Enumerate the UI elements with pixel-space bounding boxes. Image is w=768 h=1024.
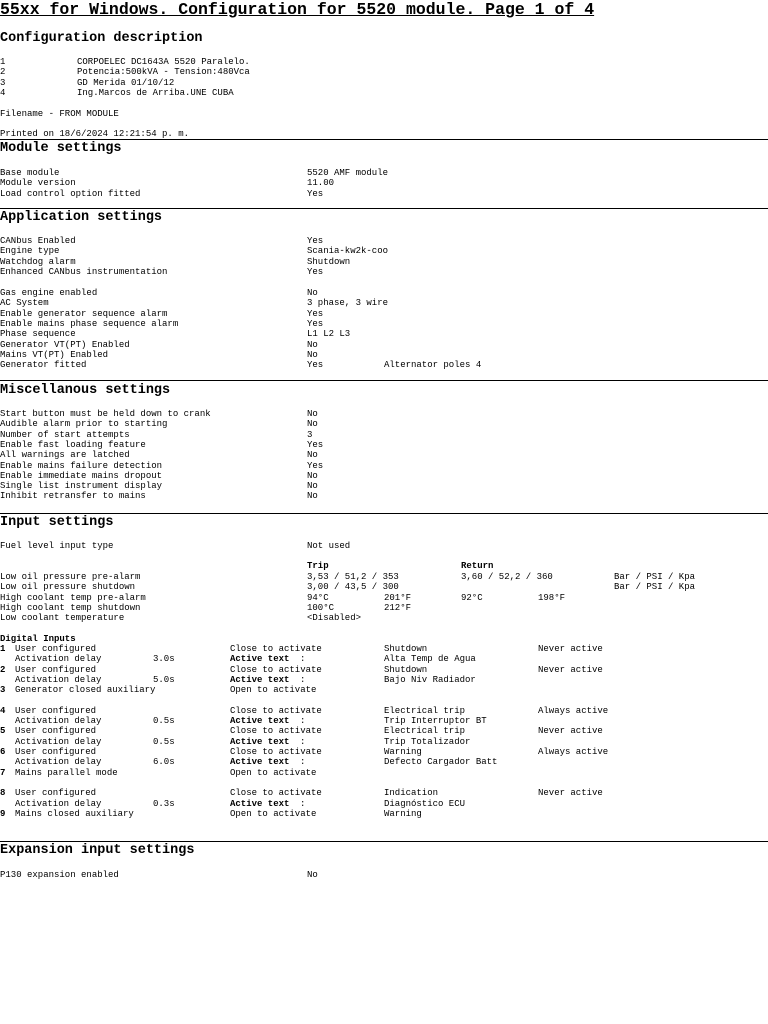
analog-input-row — [0, 603, 768, 613]
divider — [0, 380, 768, 381]
input-active-state: Never active — [538, 726, 603, 737]
setting-label: Phase sequence — [0, 329, 76, 340]
description-line — [0, 78, 768, 88]
setting-label: Generator fitted — [0, 360, 87, 371]
setting-label: AC System — [0, 298, 49, 309]
input-label: User configured — [15, 747, 97, 757]
module-settings-heading: Module settings — [0, 141, 122, 156]
input-label: Mains parallel mode — [15, 767, 118, 778]
digital-input-row — [0, 726, 768, 736]
setting-label: Start button must be held down to crank — [0, 409, 211, 419]
input-number: 1 — [0, 644, 6, 654]
setting-value: Shutdown — [307, 256, 351, 267]
trip-value: <Disabled> — [307, 613, 362, 624]
setting-label: Single list instrument display — [0, 481, 163, 492]
printed-line: Printed on 18/6/2024 12:21:54 p. m. — [0, 129, 190, 139]
setting-label: Enable mains failure detection — [0, 460, 163, 471]
digital-input-row — [0, 757, 768, 767]
input-number: 7 — [0, 767, 6, 778]
setting-value: 3 — [307, 429, 313, 440]
setting-value: Yes — [307, 439, 324, 450]
setting-value: No — [307, 288, 318, 298]
setting-value: Yes — [307, 460, 324, 471]
activation-type: Open to activate — [230, 808, 317, 819]
setting-row — [0, 189, 768, 199]
activation-type: Close to activate — [230, 788, 322, 799]
analog-input-row — [0, 582, 768, 592]
input-function: Electrical trip — [384, 705, 466, 716]
setting-value: 3 phase, 3 wire — [307, 298, 389, 309]
input-label: User configured — [15, 644, 97, 654]
input-label: User configured — [15, 664, 97, 675]
analog-label: Low oil pressure shutdown — [0, 582, 136, 593]
input-function: Electrical trip — [384, 726, 466, 737]
setting-label: All warnings are latched — [0, 450, 130, 461]
delay-value: 3.0s — [153, 654, 175, 665]
digital-input-row — [0, 685, 768, 695]
setting-row — [0, 298, 768, 308]
setting-value: No — [307, 470, 318, 481]
active-text-colon: : — [300, 674, 306, 685]
setting-label: Enable generator sequence alarm — [0, 308, 168, 319]
line-text: GD Merida 01/10/12 — [77, 77, 175, 88]
line-number: 2 — [0, 67, 6, 78]
setting-label: CANbus Enabled — [0, 236, 76, 246]
active-text-label: Active text — [230, 654, 290, 665]
digital-input-row — [0, 747, 768, 757]
input-number: 4 — [0, 705, 6, 716]
input-function: Shutdown — [384, 644, 428, 654]
setting-value: Yes — [307, 188, 324, 199]
input-function: Diagnóstico ECU — [384, 798, 466, 809]
setting-value: Scania-kw2k-coo — [307, 246, 389, 257]
setting-label: Enhanced CANbus instrumentation — [0, 266, 168, 277]
delay-value: 0.5s — [153, 716, 175, 727]
input-active-state: Always active — [538, 747, 609, 757]
trip-value: 94°C — [307, 592, 329, 603]
setting-label: Module version — [0, 178, 76, 189]
line-number: 3 — [0, 77, 6, 88]
setting-row — [0, 319, 768, 329]
divider — [0, 513, 768, 514]
analog-input-row — [0, 572, 768, 582]
digital-input-row — [0, 788, 768, 798]
setting-label: Inhibit retransfer to mains — [0, 491, 146, 502]
setting-value: Yes — [307, 236, 324, 246]
setting-label: Enable immediate mains dropout — [0, 470, 163, 481]
setting-value: Yes — [307, 318, 324, 329]
delay-label: Activation delay — [15, 654, 102, 665]
delay-value: 6.0s — [153, 757, 175, 768]
setting-label: Generator VT(PT) Enabled — [0, 339, 130, 350]
delay-label: Activation delay — [15, 798, 102, 809]
activation-type: Close to activate — [230, 726, 322, 737]
expansion-row — [0, 870, 768, 880]
trip-value: 100°C — [307, 602, 335, 613]
divider — [0, 208, 768, 209]
active-text-colon: : — [300, 654, 306, 665]
setting-label: Base module — [0, 168, 60, 178]
line-text: Potencia:500kVA - Tension:480Vca — [77, 67, 250, 78]
input-function: Indication — [384, 788, 439, 799]
input-function: Warning — [384, 747, 422, 757]
input-number: 6 — [0, 747, 6, 757]
activation-type: Open to activate — [230, 685, 317, 696]
setting-row — [0, 267, 768, 277]
setting-value: No — [307, 419, 318, 430]
analog-input-row — [0, 593, 768, 603]
digital-input-row — [0, 799, 768, 809]
input-function: Bajo Niv Radiador — [384, 674, 476, 685]
setting-row — [0, 246, 768, 256]
unit-label: Bar / PSI / Kpa — [614, 572, 696, 582]
digital-input-row — [0, 716, 768, 726]
setting-row — [0, 178, 768, 188]
input-number: 8 — [0, 788, 6, 799]
expansion-label: P130 expansion enabled — [0, 870, 119, 880]
page-title: 55xx for Windows. Configuration for 5520 module. Page 1 of 4 — [0, 0, 595, 19]
trip-return-header — [0, 561, 768, 571]
expansion-value: No — [307, 870, 318, 880]
filename-line: Filename - FROM MODULE — [0, 109, 119, 119]
input-label: Generator closed auxiliary — [15, 685, 156, 696]
setting-value: No — [307, 450, 318, 461]
setting-value: Yes — [307, 360, 324, 371]
setting-row — [0, 491, 768, 501]
input-label: User configured — [15, 705, 97, 716]
input-active-state: Never active — [538, 644, 603, 654]
setting-row — [0, 350, 768, 360]
delay-label: Activation delay — [15, 736, 102, 747]
input-function: Trip Interruptor BT — [384, 716, 487, 727]
setting-value: No — [307, 481, 318, 492]
delay-label: Activation delay — [15, 716, 102, 727]
setting-label: Audible alarm prior to starting — [0, 419, 168, 430]
return-header: Return — [461, 561, 494, 571]
setting-row — [0, 461, 768, 471]
input-function: Alta Temp de Agua — [384, 654, 476, 665]
digital-input-row — [0, 675, 768, 685]
line-number: 4 — [0, 87, 6, 98]
input-number: 2 — [0, 664, 6, 675]
setting-value: Yes — [307, 266, 324, 277]
expansion-settings-heading: Expansion input settings — [0, 843, 195, 858]
setting-row — [0, 340, 768, 350]
setting-value: 5520 AMF module — [307, 168, 389, 178]
setting-row — [0, 257, 768, 267]
setting-row — [0, 481, 768, 491]
activation-type: Open to activate — [230, 767, 317, 778]
setting-row — [0, 360, 768, 370]
setting-label: Watchdog alarm — [0, 256, 76, 267]
setting-value: No — [307, 349, 318, 360]
setting-row — [0, 168, 768, 178]
config-description-heading: Configuration description — [0, 31, 203, 46]
trip-value-f: 212°F — [384, 602, 412, 613]
divider — [0, 841, 768, 842]
input-function: Warning — [384, 808, 422, 819]
digital-input-row — [0, 809, 768, 819]
setting-value: No — [307, 339, 318, 350]
input-number: 5 — [0, 726, 6, 737]
divider — [0, 139, 768, 140]
setting-value: No — [307, 491, 318, 502]
setting-row — [0, 409, 768, 419]
analog-label: High coolant temp pre-alarm — [0, 592, 146, 603]
digital-input-row — [0, 706, 768, 716]
setting-label: Gas engine enabled — [0, 288, 98, 298]
setting-row — [0, 440, 768, 450]
setting-label: Enable mains phase sequence alarm — [0, 318, 179, 329]
active-text-label: Active text — [230, 798, 290, 809]
setting-label: Enable fast loading feature — [0, 439, 146, 450]
input-active-state: Always active — [538, 705, 609, 716]
setting-row — [0, 236, 768, 246]
setting-row — [0, 430, 768, 440]
fuel-level-label: Fuel level input type — [0, 541, 114, 551]
setting-label: Mains VT(PT) Enabled — [0, 349, 109, 360]
delay-value: 5.0s — [153, 674, 175, 685]
setting-row — [0, 309, 768, 319]
return-value-f: 198°F — [538, 592, 566, 603]
fuel-level-row — [0, 541, 768, 551]
digital-input-row — [0, 768, 768, 778]
digital-input-row — [0, 654, 768, 664]
trip-value-f: 201°F — [384, 592, 412, 603]
input-label: User configured — [15, 788, 97, 799]
setting-value: 11.00 — [307, 178, 335, 189]
delay-value: 0.3s — [153, 798, 175, 809]
active-text-colon: : — [300, 757, 306, 768]
unit-label: Bar / PSI / Kpa — [614, 582, 696, 593]
setting-value: L1 L2 L3 — [307, 329, 351, 340]
input-function: Shutdown — [384, 664, 428, 675]
return-value: 3,60 / 52,2 / 360 — [461, 572, 553, 582]
misc-settings-heading: Miscellanous settings — [0, 383, 171, 398]
setting-label: Engine type — [0, 246, 60, 257]
digital-input-row — [0, 665, 768, 675]
setting-label: Load control option fitted — [0, 188, 141, 199]
input-settings-heading: Input settings — [0, 515, 114, 530]
line-text: CORPOELEC DC1643A 5520 Paralelo. — [77, 57, 250, 67]
input-function: Defecto Cargador Batt — [384, 757, 498, 768]
input-number: 3 — [0, 685, 6, 696]
active-text-label: Active text — [230, 716, 290, 727]
analog-label: High coolant temp shutdown — [0, 602, 141, 613]
digital-input-row — [0, 737, 768, 747]
description-line — [0, 67, 768, 77]
active-text-colon: : — [300, 798, 306, 809]
setting-row — [0, 329, 768, 339]
description-line — [0, 88, 768, 98]
activation-type: Close to activate — [230, 664, 322, 675]
delay-label: Activation delay — [15, 674, 102, 685]
setting-label: Number of start attempts — [0, 429, 130, 440]
active-text-label: Active text — [230, 757, 290, 768]
active-text-colon: : — [300, 736, 306, 747]
setting-extra: Alternator poles 4 — [384, 360, 482, 371]
activation-type: Close to activate — [230, 747, 322, 757]
active-text-label: Active text — [230, 736, 290, 747]
setting-row — [0, 450, 768, 460]
digital-input-row — [0, 644, 768, 654]
analog-label: Low oil pressure pre-alarm — [0, 572, 141, 582]
fuel-level-value: Not used — [307, 541, 351, 551]
analog-input-row — [0, 613, 768, 623]
active-text-colon: : — [300, 716, 306, 727]
activation-type: Close to activate — [230, 705, 322, 716]
input-active-state: Never active — [538, 788, 603, 799]
setting-value: No — [307, 409, 318, 419]
description-line — [0, 57, 768, 67]
return-value: 92°C — [461, 592, 483, 603]
activation-type: Close to activate — [230, 644, 322, 654]
trip-header: Trip — [307, 561, 329, 571]
line-number: 1 — [0, 57, 6, 67]
trip-value: 3,53 / 51,2 / 353 — [307, 572, 399, 582]
input-label: Mains closed auxiliary — [15, 808, 134, 819]
setting-row — [0, 288, 768, 298]
input-label: User configured — [15, 726, 97, 737]
analog-label: Low coolant temperature — [0, 613, 125, 624]
delay-label: Activation delay — [15, 757, 102, 768]
trip-value: 3,00 / 43,5 / 300 — [307, 582, 399, 593]
setting-row — [0, 419, 768, 429]
input-active-state: Never active — [538, 664, 603, 675]
input-number: 9 — [0, 808, 6, 819]
input-function: Trip Totalizador — [384, 736, 471, 747]
application-settings-heading: Application settings — [0, 210, 163, 225]
digital-inputs-heading: Digital Inputs — [0, 634, 76, 644]
active-text-label: Active text — [230, 674, 290, 685]
setting-value: Yes — [307, 308, 324, 319]
setting-row — [0, 471, 768, 481]
line-text: Ing.Marcos de Arriba.UNE CUBA — [77, 87, 234, 98]
delay-value: 0.5s — [153, 736, 175, 747]
